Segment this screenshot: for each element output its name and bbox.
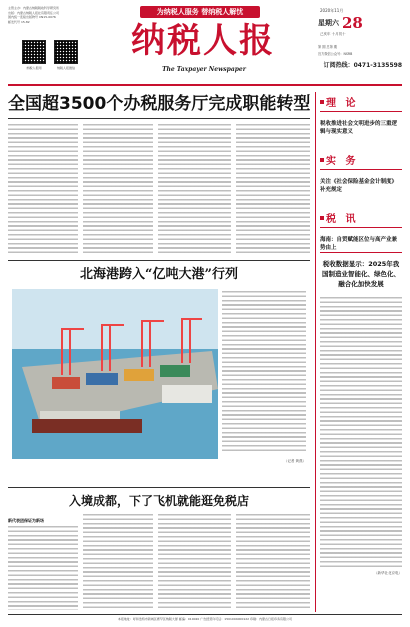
- masthead-english: The Taxpayer Newspaper: [162, 66, 246, 73]
- theory-tag: 理 论: [326, 98, 359, 109]
- warehouse: [162, 385, 212, 403]
- date-year-month: 2020年11月: [320, 8, 344, 13]
- publisher-line-4: 邮发代号 15-82: [8, 19, 30, 24]
- photo-story-title: 北海港跨入“亿吨大港”行列: [80, 267, 238, 282]
- news-rule: [320, 227, 402, 228]
- practice-tag: 实 务: [326, 156, 359, 167]
- lead-body-col-4: [236, 124, 310, 256]
- theory-headline[interactable]: 税收推进社会文明进步的三重逻辑与现实意义: [320, 121, 398, 135]
- photo-credit: （记者 黄燕）: [283, 459, 306, 463]
- photo-caption: [222, 291, 306, 451]
- issue-info: 第 期 总第 期: [318, 45, 337, 49]
- practice-rule: [320, 169, 402, 170]
- bullet-icon: [320, 216, 324, 220]
- publisher-line-3: 国内统一连续出版物号 CN15-0076: [8, 15, 56, 20]
- feature-rule: [320, 252, 402, 253]
- container-stack-4: [160, 365, 190, 377]
- slogan-text: 为纳税人服务 替纳税人解忧: [156, 7, 244, 16]
- bullet-icon: [320, 158, 324, 162]
- lead-headline: 全国超3500个办税服务厅完成职能转型: [8, 94, 311, 114]
- lead-body-col-2: [83, 124, 153, 256]
- theory-tag-row: [320, 94, 402, 109]
- masthead-rule: [8, 84, 402, 86]
- slogan-banner: [140, 6, 260, 18]
- subscription-phone: 订阅热线：0471-3135598: [323, 62, 402, 69]
- news-tag-row: [320, 210, 402, 225]
- official-site: 官方微信公众号：NSRB: [318, 52, 353, 56]
- lead-body-col-1: [8, 124, 78, 256]
- footer-line: 本报地址：呼和浩特市新城区赛罕区纳税大厦 邮编：010020 广告经营许可证：1501004000122 印刷：内蒙古日报印务有限公司: [117, 617, 293, 621]
- container-stack-2: [86, 373, 118, 385]
- date-row: [318, 14, 402, 32]
- masthead-title: 纳税人报: [131, 21, 275, 61]
- publisher-info: [8, 6, 90, 24]
- weekday: 星期六: [318, 19, 339, 27]
- qr-code-website: [22, 40, 46, 64]
- feature-footer: （新华社北京电）: [374, 571, 402, 575]
- practice-tag-row: [320, 152, 402, 167]
- photo-story-frame: [8, 260, 310, 488]
- bottom-subhead: 新代表团保证为新场: [8, 518, 44, 523]
- feature-headline[interactable]: 税收数据显示：2025年我国制造业智能化、绿色化、融合化加快发展: [322, 260, 400, 288]
- container-stack-1: [52, 377, 80, 389]
- lead-rule: [8, 118, 310, 119]
- publisher-line-2: 出版：内蒙古纳税人报社有限责任公司: [8, 10, 60, 15]
- practice-headline[interactable]: 关注《社会保险基金会计制度》补充规定: [320, 179, 398, 193]
- harbor-photo: [12, 289, 218, 459]
- cargo-ship: [32, 419, 142, 433]
- footer-rule: [8, 614, 402, 615]
- bottom-body-col-2: [83, 514, 153, 610]
- theory-rule: [320, 111, 402, 112]
- qr-label-wechat: 纳税人报微信: [56, 66, 75, 70]
- bullet-icon: [320, 100, 324, 104]
- sidebar-section-practice: [320, 152, 402, 194]
- bottom-headline: 入境成都，下了飞机就能逛免税店: [68, 494, 249, 508]
- sidebar-feature: [320, 252, 402, 612]
- lead-body-col-3: [158, 124, 231, 256]
- feature-body: [320, 297, 402, 567]
- ship-deck: [40, 411, 120, 419]
- qr-label-website: 纳税人报网: [26, 66, 42, 70]
- sidebar-section-news: [320, 210, 402, 252]
- sidebar-divider: [315, 92, 316, 612]
- qr-code-wechat: [54, 40, 78, 64]
- date-box: [312, 8, 402, 38]
- bottom-body-col-4: [236, 514, 310, 610]
- container-stack-3: [124, 369, 154, 381]
- masthead-area: [8, 4, 402, 88]
- date-day: 28: [342, 14, 363, 32]
- news-tag: 税 讯: [326, 214, 359, 225]
- bottom-body-col-3: [158, 514, 231, 610]
- bottom-body-col-1: [8, 526, 78, 610]
- lunar-date: 己亥年 十月初十: [320, 32, 346, 36]
- news-headline[interactable]: 海南：自贸赋能区位与高产业兼势由上: [320, 237, 398, 251]
- publisher-line-1: 主管主办：内蒙古纳税税收科学研究所: [8, 6, 60, 10]
- sidebar-section-theory: [320, 94, 402, 136]
